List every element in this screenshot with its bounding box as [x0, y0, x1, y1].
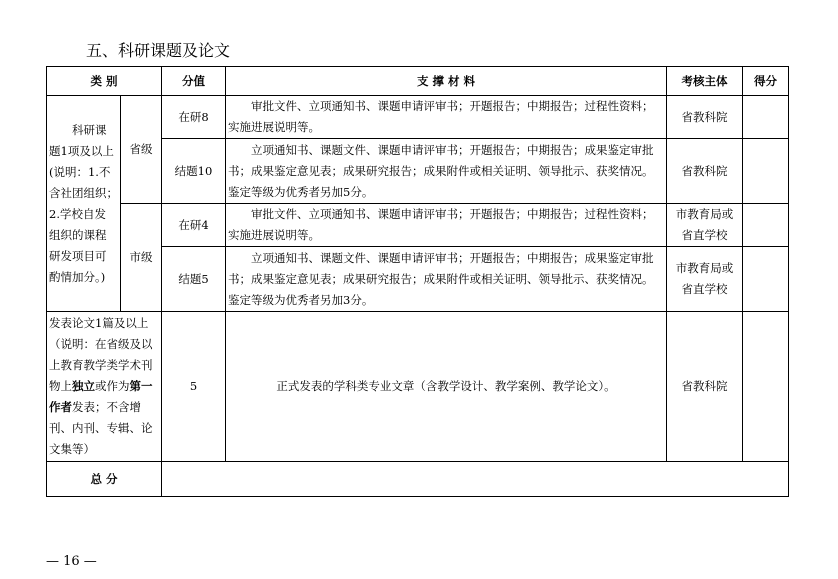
score-value-cell: 在研8	[162, 96, 226, 139]
research-desc-line: (说明：1.不	[49, 164, 111, 179]
paper-desc-bold: 第一作者	[49, 379, 153, 414]
municipal-level-label: 市级	[121, 204, 162, 312]
total-score-cell	[162, 462, 789, 497]
score-value-cell: 结题5	[162, 247, 226, 312]
research-desc-line: 2.学校自发	[49, 206, 106, 221]
materials-cell	[226, 96, 667, 139]
assessor-line: 市教育局或	[675, 207, 734, 221]
research-desc-line: 科研课	[72, 122, 107, 137]
score-cell	[743, 204, 789, 247]
materials-text: 立项通知书、课题文件、课题申请评审书；开题报告；中期报告；成果鉴定审批书；成果鉴定意见表；成果研究报告；成果附件或相关证明、领导批示、获奖情况。鉴定等级为优秀者另加5分。	[228, 142, 654, 199]
materials-text: 审批文件、立项通知书、课题申请评审书；开题报告；中期报告；过程性资料；实施进展说明等。	[228, 207, 654, 242]
materials-cell	[226, 139, 667, 204]
paper-desc-text: 发表；不含增刊、内刊、专辑、论文集等）	[49, 400, 153, 456]
score-value-cell: 在研4	[162, 204, 226, 247]
total-row	[47, 462, 789, 497]
assessor-line: 省直学校	[681, 282, 728, 296]
page-number: — 16 —	[46, 554, 97, 569]
research-category-cell	[47, 96, 121, 312]
header-category: 类 别	[47, 67, 162, 96]
research-desc-line: 组织的课程	[49, 227, 107, 242]
materials-text: 立项通知书、课题文件、课题申请评审书；开题报告；中期报告；成果鉴定审批书；成果鉴定意见表；成果研究报告；成果附件或相关证明、领导批示、获奖情况。鉴定等级为优秀者另加3分。	[228, 250, 654, 307]
header-score: 得分	[743, 67, 789, 96]
assessor-cell	[667, 204, 743, 247]
score-value-cell: 结题10	[162, 139, 226, 204]
materials-text: 审批文件、立项通知书、课题申请评审书；开题报告；中期报告；过程性资料；实施进展说明等。	[228, 99, 654, 134]
materials-cell	[226, 247, 667, 312]
score-value-cell: 5	[162, 312, 226, 462]
assessor-cell: 省教科院	[667, 139, 743, 204]
research-desc-line: 含社团组织；	[49, 185, 118, 200]
paper-desc-text: 发表论文1篇及以上（说明：在省级及以上教育教学类学术刊物上	[49, 316, 153, 393]
score-cell	[743, 247, 789, 312]
assessor-cell: 省教科院	[667, 312, 743, 462]
score-cell	[743, 96, 789, 139]
header-assessor: 考核主体	[667, 67, 743, 96]
paper-category-cell	[47, 312, 162, 462]
paper-desc-text: 或作为	[95, 379, 130, 393]
assessor-cell: 省教科院	[667, 96, 743, 139]
provincial-level-label: 省级	[121, 96, 162, 204]
research-desc-line: 酌情加分。)	[49, 269, 106, 284]
header-score-value: 分值	[162, 67, 226, 96]
paper-desc-bold: 独立	[72, 379, 95, 393]
materials-cell: 正式发表的学科类专业文章（含教学设计、教学案例、教学论文）。	[226, 312, 667, 462]
table-row	[47, 312, 789, 462]
header-row	[47, 67, 789, 96]
header-materials: 支 撑 材 料	[226, 67, 667, 96]
assessor-cell	[667, 247, 743, 312]
total-label: 总 分	[47, 462, 162, 497]
scoring-table	[46, 66, 789, 497]
materials-cell	[226, 204, 667, 247]
table-row	[47, 96, 789, 139]
research-desc-line: 研发项目可	[49, 248, 107, 263]
research-desc-line: 题1项及以上	[49, 143, 114, 158]
score-cell	[743, 312, 789, 462]
score-cell	[743, 139, 789, 204]
assessor-line: 市教育局或	[675, 261, 734, 275]
section-title: 五、科研课题及论文	[86, 41, 231, 60]
table-row	[47, 204, 789, 247]
assessor-line: 省直学校	[681, 228, 728, 242]
